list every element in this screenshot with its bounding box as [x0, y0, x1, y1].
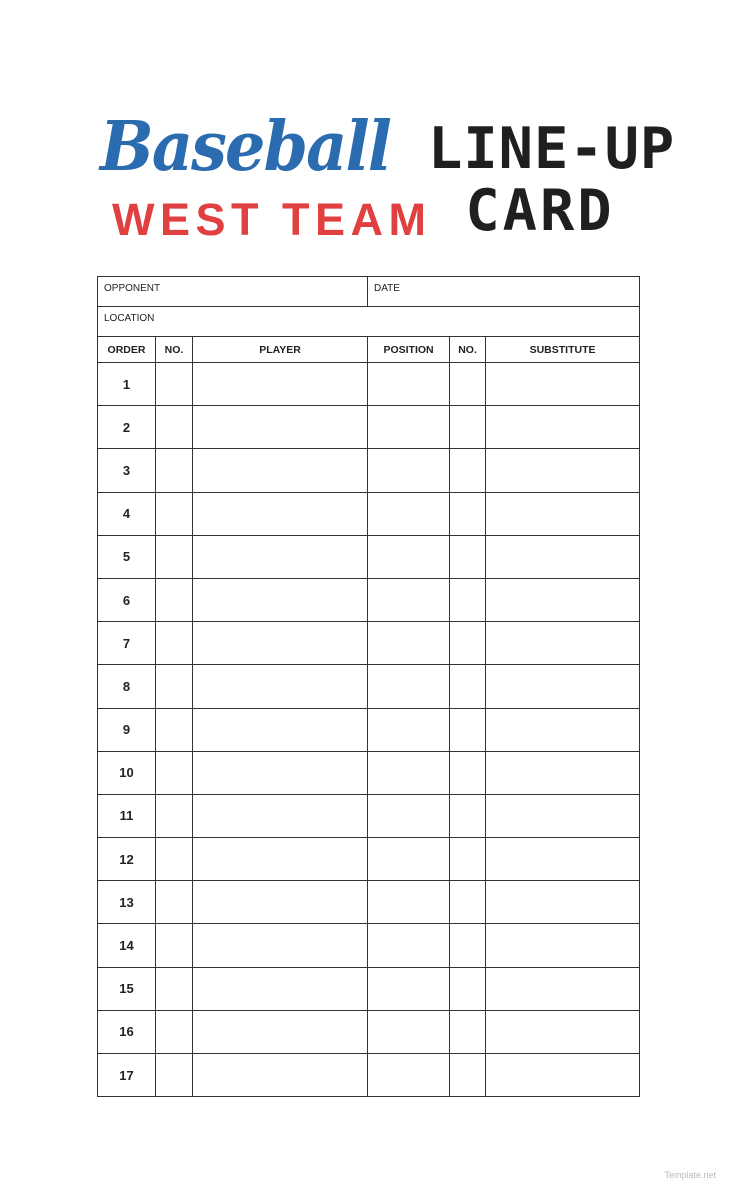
number-cell[interactable]	[156, 1010, 193, 1053]
player-cell[interactable]	[193, 578, 368, 621]
position-cell[interactable]	[368, 751, 450, 794]
opponent-field[interactable]: OPPONENT	[98, 277, 368, 307]
col-header-no: NO.	[156, 337, 193, 363]
substitute-cell[interactable]	[486, 622, 640, 665]
player-cell[interactable]	[193, 1054, 368, 1097]
player-cell[interactable]	[193, 363, 368, 406]
order-cell: 16	[98, 1010, 156, 1053]
substitute-cell[interactable]	[486, 881, 640, 924]
order-cell: 5	[98, 535, 156, 578]
number-cell[interactable]	[156, 924, 193, 967]
player-cell[interactable]	[193, 794, 368, 837]
order-cell: 11	[98, 794, 156, 837]
table-row	[98, 1054, 640, 1097]
number-cell[interactable]	[156, 665, 193, 708]
number-cell[interactable]	[156, 751, 193, 794]
number-cell[interactable]	[156, 449, 193, 492]
substitute-cell[interactable]	[486, 708, 640, 751]
table-row	[98, 881, 640, 924]
table-row	[98, 406, 640, 449]
number-cell[interactable]	[156, 794, 193, 837]
player-cell[interactable]	[193, 406, 368, 449]
sub-number-cell[interactable]	[450, 622, 486, 665]
sub-number-cell[interactable]	[450, 967, 486, 1010]
order-cell: 14	[98, 924, 156, 967]
table-row	[98, 492, 640, 535]
col-header-substitute: SUBSTITUTE	[486, 337, 640, 363]
col-header-player: PLAYER	[193, 337, 368, 363]
table-row	[98, 838, 640, 881]
number-cell[interactable]	[156, 406, 193, 449]
info-row-top	[98, 277, 640, 307]
sub-number-cell[interactable]	[450, 708, 486, 751]
substitute-cell[interactable]	[486, 1010, 640, 1053]
baseball-logo	[98, 100, 394, 186]
position-cell[interactable]	[368, 881, 450, 924]
substitute-cell[interactable]	[486, 578, 640, 621]
title-line-2: CARD	[465, 178, 615, 244]
number-cell[interactable]	[156, 622, 193, 665]
substitute-cell[interactable]	[486, 967, 640, 1010]
substitute-cell[interactable]	[486, 406, 640, 449]
table-row	[98, 535, 640, 578]
position-cell[interactable]	[368, 1054, 450, 1097]
order-cell: 7	[98, 622, 156, 665]
substitute-cell[interactable]	[486, 794, 640, 837]
number-cell[interactable]	[156, 535, 193, 578]
table-row	[98, 622, 640, 665]
player-cell[interactable]	[193, 622, 368, 665]
location-field[interactable]: LOCATION	[98, 307, 640, 337]
sub-number-cell[interactable]	[450, 881, 486, 924]
title-line-1: LINE-UP	[428, 116, 676, 182]
sub-number-cell[interactable]	[450, 1054, 486, 1097]
sub-number-cell[interactable]	[450, 363, 486, 406]
player-cell[interactable]	[193, 708, 368, 751]
number-cell[interactable]	[156, 578, 193, 621]
order-cell: 3	[98, 449, 156, 492]
player-cell[interactable]	[193, 881, 368, 924]
baseball-logo-text: Baseball	[98, 107, 392, 186]
order-cell: 13	[98, 881, 156, 924]
substitute-cell[interactable]	[486, 838, 640, 881]
table-row	[98, 363, 640, 406]
position-cell[interactable]	[368, 708, 450, 751]
number-cell[interactable]	[156, 838, 193, 881]
order-cell: 1	[98, 363, 156, 406]
table-row	[98, 578, 640, 621]
position-cell[interactable]	[368, 363, 450, 406]
table-row	[98, 665, 640, 708]
player-cell[interactable]	[193, 751, 368, 794]
order-cell: 4	[98, 492, 156, 535]
order-cell: 12	[98, 838, 156, 881]
position-cell[interactable]	[368, 794, 450, 837]
player-cell[interactable]	[193, 492, 368, 535]
col-header-position: POSITION	[368, 337, 450, 363]
table-row	[98, 794, 640, 837]
sub-number-cell[interactable]	[450, 751, 486, 794]
substitute-cell[interactable]	[486, 492, 640, 535]
player-cell[interactable]	[193, 665, 368, 708]
table-row	[98, 751, 640, 794]
card-title	[428, 116, 676, 244]
sub-number-cell[interactable]	[450, 1010, 486, 1053]
table-row	[98, 449, 640, 492]
column-header-row	[98, 337, 640, 363]
col-header-order: ORDER	[98, 337, 156, 363]
lineup-table	[97, 276, 640, 1097]
col-header-sub-no: NO.	[450, 337, 486, 363]
player-cell[interactable]	[193, 1010, 368, 1053]
table-row	[98, 924, 640, 967]
substitute-cell[interactable]	[486, 363, 640, 406]
order-cell: 10	[98, 751, 156, 794]
substitute-cell[interactable]	[486, 665, 640, 708]
position-cell[interactable]	[368, 406, 450, 449]
player-cell[interactable]	[193, 967, 368, 1010]
sub-number-cell[interactable]	[450, 838, 486, 881]
order-cell: 8	[98, 665, 156, 708]
order-cell: 2	[98, 406, 156, 449]
info-row-location	[98, 307, 640, 337]
table-row	[98, 708, 640, 751]
position-cell[interactable]	[368, 622, 450, 665]
sub-number-cell[interactable]	[450, 665, 486, 708]
sub-number-cell[interactable]	[450, 449, 486, 492]
position-cell[interactable]	[368, 665, 450, 708]
sub-number-cell[interactable]	[450, 406, 486, 449]
sub-number-cell[interactable]	[450, 794, 486, 837]
date-field[interactable]: DATE	[368, 277, 640, 307]
table-row	[98, 967, 640, 1010]
order-cell: 9	[98, 708, 156, 751]
player-cell[interactable]	[193, 449, 368, 492]
number-cell[interactable]	[156, 363, 193, 406]
substitute-cell[interactable]	[486, 1054, 640, 1097]
substitute-cell[interactable]	[486, 535, 640, 578]
order-cell: 6	[98, 578, 156, 621]
position-cell[interactable]	[368, 1010, 450, 1053]
table-row	[98, 1010, 640, 1053]
sub-number-cell[interactable]	[450, 578, 486, 621]
number-cell[interactable]	[156, 1054, 193, 1097]
number-cell[interactable]	[156, 492, 193, 535]
player-cell[interactable]	[193, 535, 368, 578]
position-cell[interactable]	[368, 838, 450, 881]
position-cell[interactable]	[368, 967, 450, 1010]
number-cell[interactable]	[156, 881, 193, 924]
number-cell[interactable]	[156, 708, 193, 751]
position-cell[interactable]	[368, 535, 450, 578]
position-cell[interactable]	[368, 578, 450, 621]
player-cell[interactable]	[193, 924, 368, 967]
position-cell[interactable]	[368, 492, 450, 535]
substitute-cell[interactable]	[486, 751, 640, 794]
order-cell: 17	[98, 1054, 156, 1097]
substitute-cell[interactable]	[486, 924, 640, 967]
position-cell[interactable]	[368, 449, 450, 492]
position-cell[interactable]	[368, 924, 450, 967]
sub-number-cell[interactable]	[450, 924, 486, 967]
sub-number-cell[interactable]	[450, 492, 486, 535]
watermark: Template.net	[664, 1170, 716, 1180]
substitute-cell[interactable]	[486, 449, 640, 492]
team-name: WEST TEAM	[112, 194, 432, 245]
number-cell[interactable]	[156, 967, 193, 1010]
sub-number-cell[interactable]	[450, 535, 486, 578]
order-cell: 15	[98, 967, 156, 1010]
player-cell[interactable]	[193, 838, 368, 881]
